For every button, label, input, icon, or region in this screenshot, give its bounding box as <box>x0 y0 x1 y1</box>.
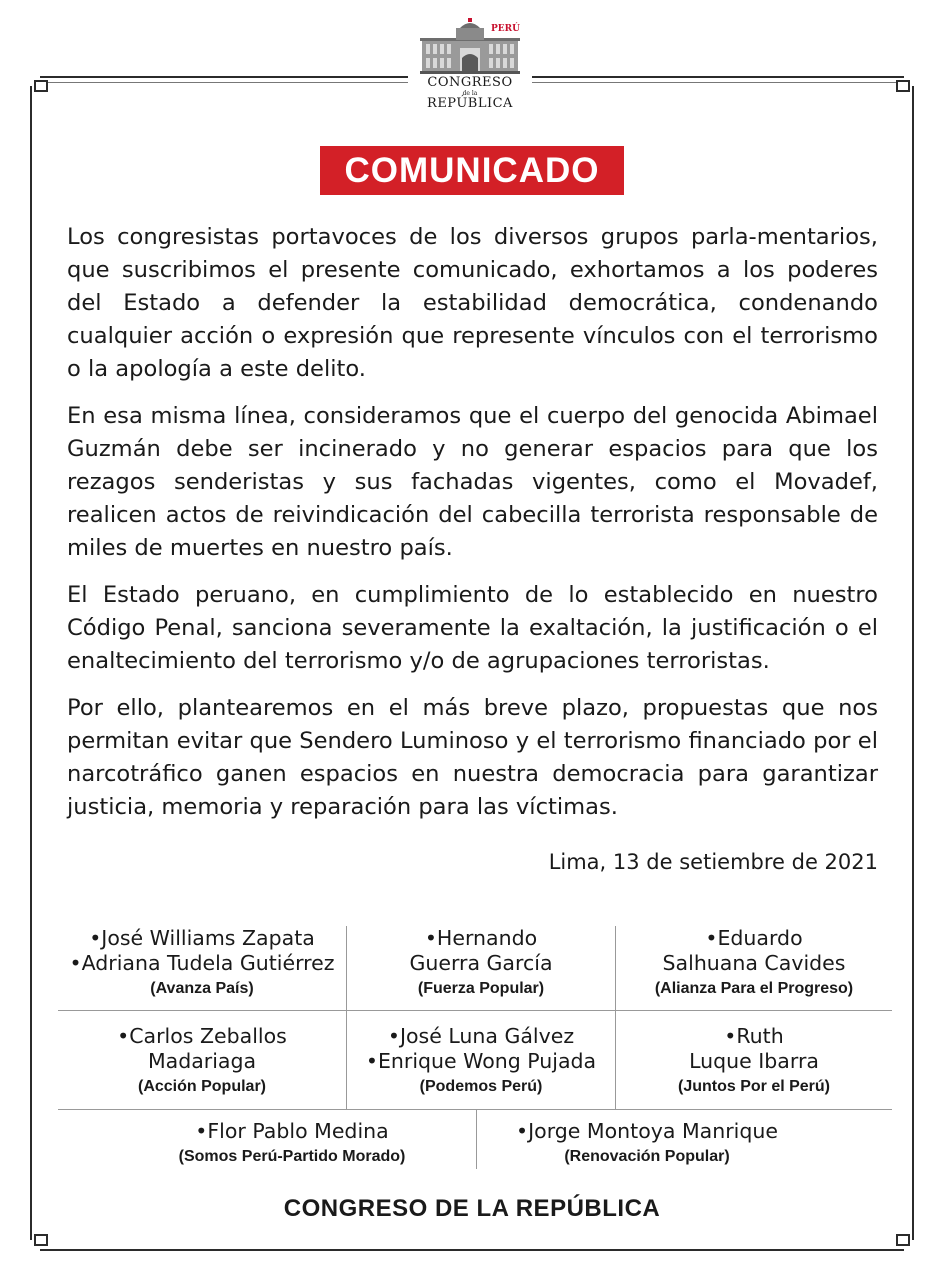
party-name: (Acción Popular) <box>137 1078 266 1095</box>
signatory-name: Guerra García <box>409 951 553 975</box>
frame-bottom <box>40 1249 904 1251</box>
signatory-block <box>616 1024 892 1100</box>
signatory-block <box>477 1119 817 1170</box>
grid-divider <box>58 1010 892 1011</box>
logo-line-2: de la <box>462 90 478 97</box>
signatory-name: •José Luna Gálvez <box>387 1024 575 1048</box>
logo-line-1: CONGRESO <box>427 75 513 90</box>
footer-institution: CONGRESO DE LA REPÚBLICA <box>283 1195 661 1222</box>
signatory-block <box>347 926 615 1002</box>
signatory-block <box>616 926 892 1002</box>
document-title: COMUNICADO <box>320 146 624 195</box>
signatory-block <box>108 1119 476 1170</box>
party-name: (Juntos Por el Perú) <box>677 1078 831 1095</box>
signatory-name: Madariaga <box>147 1049 257 1073</box>
signatory-name: •Jorge Montoya Manrique <box>516 1119 778 1143</box>
corner-ornament-tr <box>896 80 910 92</box>
party-name: (Renovación Popular) <box>564 1148 730 1165</box>
statement-body <box>67 221 878 838</box>
signatory-name: •Flor Pablo Medina <box>195 1119 389 1143</box>
frame-inner-top-right <box>532 82 898 83</box>
grid-divider <box>58 1109 892 1110</box>
signatory-block <box>347 1024 615 1100</box>
corner-ornament-tl <box>34 80 48 92</box>
logo-country-text: PERÚ <box>491 24 520 34</box>
signatory-name: Luque Ibarra <box>689 1049 819 1073</box>
corner-ornament-bl <box>34 1234 48 1246</box>
signatory-name: •Hernando <box>424 926 538 950</box>
paragraph-4: Por ello, plantearemos en el más breve plazo, propuestas que nos permitan evitar que Sendero Luminoso y el terrorismo financiado por el narcotráfico ganen espacios en nuestra democracia para garantizar justicia, memoria y reparación para las víctimas. <box>67 695 878 820</box>
paragraph-1: Los congresistas portavoces de los diversos grupos parla-mentarios, que suscribimos el presente comunicado, exhortamos a los poderes del Estado a defender la estabilidad democrática, condenando cualquier acción o expresión que represente vínculos con el terrorismo o la apología a este delito. <box>67 224 878 382</box>
signatory-name: •Ruth <box>724 1024 784 1048</box>
paragraph-3: El Estado peruano, en cumplimiento de lo establecido en nuestro Código Penal, sanciona severamente la exaltación, la justificación o el enaltecimiento del terrorismo y/o de agrupaciones terroristas. <box>67 582 878 674</box>
signatory-name: •Enrique Wong Pujada <box>365 1049 597 1073</box>
party-name: (Somos Perú-Partido Morado) <box>178 1148 406 1165</box>
frame-left <box>30 86 32 1240</box>
signatory-name: Salhuana Cavides <box>662 951 846 975</box>
logo-line-3: REPÚBLICA <box>427 96 513 111</box>
frame-top-left <box>40 76 410 78</box>
signatory-name: •Adriana Tudela Gutiérrez <box>69 951 335 975</box>
frame-right <box>912 86 914 1240</box>
congress-logo <box>408 18 532 126</box>
signatory-name: •Carlos Zeballos <box>117 1024 287 1048</box>
paragraph-2: En esa misma línea, consideramos que el cuerpo del genocida Abimael Guzmán debe ser incinerado y no generar espacios para que los rezagos senderistas y sus fachadas vigentes, como el Movadef, realicen actos de reivindicación del cabecilla terrorista responsable de miles de muertes en nuestro país. <box>67 403 878 561</box>
signatory-block <box>58 1024 346 1100</box>
signatory-name: •Eduardo <box>705 926 803 950</box>
party-name: (Fuerza Popular) <box>417 980 545 997</box>
corner-ornament-br <box>896 1234 910 1246</box>
party-name: (Avanza País) <box>150 980 254 997</box>
frame-inner-top-left <box>46 82 410 83</box>
signatory-name: •José Williams Zapata <box>89 926 315 950</box>
party-name: (Podemos Perú) <box>419 1078 543 1095</box>
signatory-block <box>58 926 346 1002</box>
frame-top-right <box>532 76 904 78</box>
date-line: Lima, 13 de setiembre de 2021 <box>548 850 878 874</box>
party-name: (Alianza Para el Progreso) <box>654 980 854 997</box>
